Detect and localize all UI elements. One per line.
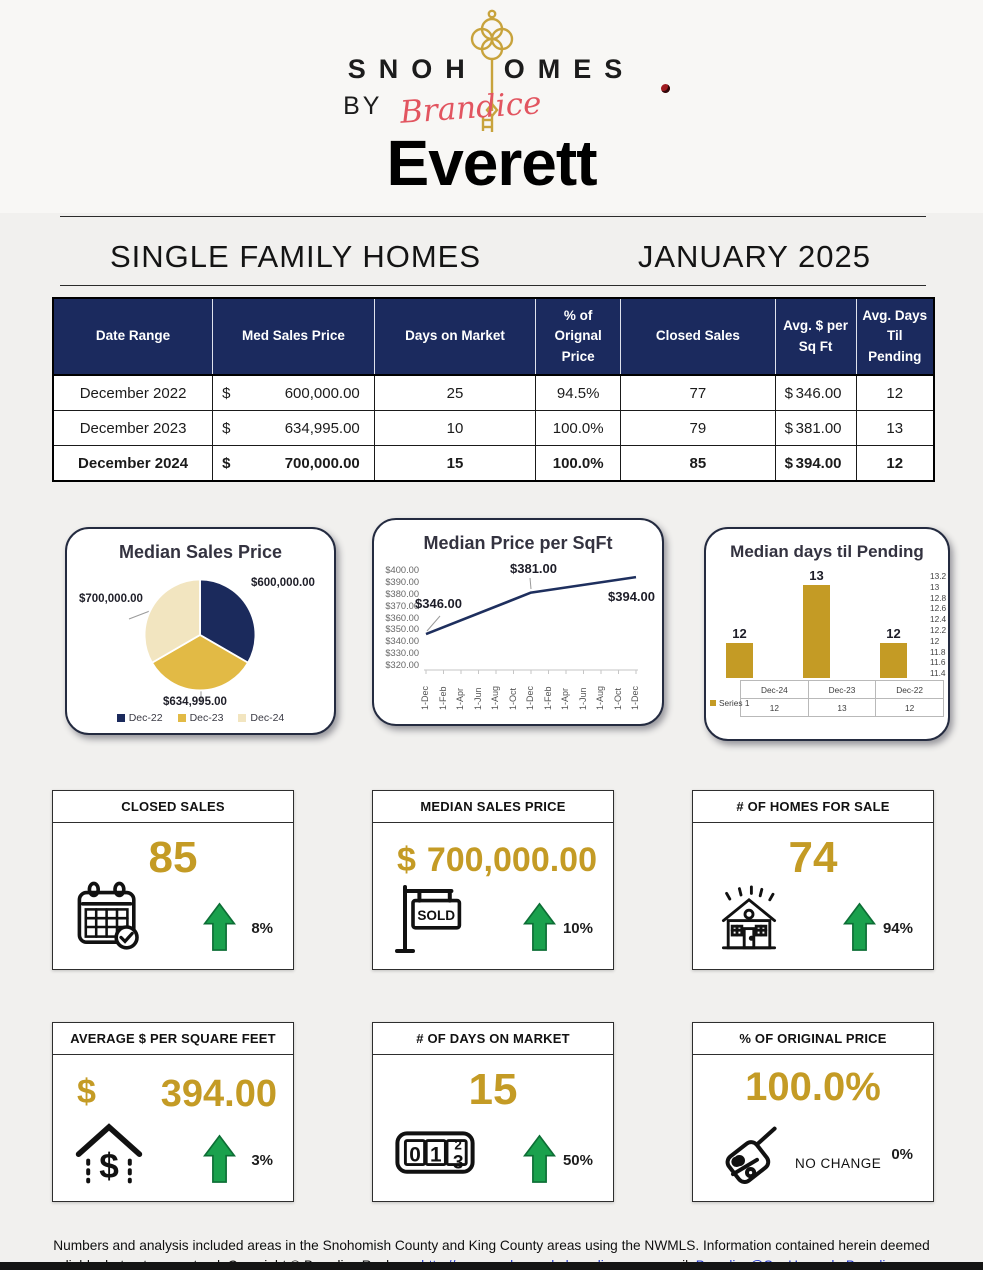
column-header: Closed Sales (621, 298, 776, 375)
counter-digit: 1 (430, 1143, 442, 1167)
y-tick-label: $380.00 (385, 588, 419, 599)
y-tick-label: 12.8 (930, 592, 947, 603)
stat-card-trend-pct: 94% (882, 920, 913, 937)
stat-card-median-sales-price (372, 790, 614, 970)
pie-chart-card (65, 527, 336, 735)
divider-line (60, 285, 926, 286)
bar-column (803, 568, 830, 678)
bar-table-values (741, 699, 944, 717)
table-cell: $ 394.00 (775, 446, 856, 482)
table-cell: December 2023 (53, 411, 213, 446)
y-tick-label: 11.8 (930, 646, 946, 657)
column-header: Days on Market (374, 298, 535, 375)
table-header-row (53, 298, 934, 375)
stat-card-value: 85 (148, 833, 198, 882)
pie-chart-title: Median Sales Price (118, 542, 283, 562)
up-arrow-icon (523, 899, 556, 955)
table-cell: December 2024 (53, 446, 213, 482)
divider-line (60, 216, 926, 217)
bar-value-label: 12 (886, 626, 901, 641)
stat-card-currency: $ (77, 1073, 96, 1111)
sold-text: SOLD (417, 907, 456, 923)
line-point-label: $394.00 (608, 589, 655, 604)
brand-name-left: SNOH (347, 54, 478, 84)
x-tick-label: 1-Apr (560, 687, 570, 710)
x-tick-label: 1-Dec (525, 685, 535, 710)
bottom-bar (0, 1262, 983, 1270)
stat-card-title: % OF ORIGINAL PRICE (693, 1023, 933, 1055)
subtitle-property-type: SINGLE FAMILY HOMES (110, 239, 482, 274)
line-point-label: $381.00 (510, 561, 557, 576)
table-row (53, 411, 934, 446)
stat-card-value: 15 (468, 1065, 518, 1114)
x-tick-label: 1-Jun (577, 687, 588, 710)
table-cell: $ 381.00 (775, 411, 856, 446)
legend-item: Dec-23 (178, 712, 224, 724)
y-tick-label: 12.2 (930, 625, 947, 635)
y-tick-label: $400.00 (385, 565, 419, 575)
stat-card-trend-pct: 3% (251, 1152, 273, 1169)
sold-sign-icon (389, 879, 469, 959)
stat-card-title: MEDIAN SALES PRICE (373, 791, 613, 823)
pie-value-label: $700,000.00 (79, 593, 143, 605)
bar-table-cell: Dec-24 (741, 681, 809, 699)
x-tick-label: 1-Feb (542, 686, 553, 710)
bar (880, 643, 907, 678)
bar-table-cell: 12 (876, 699, 944, 717)
table-cell: 13 (856, 411, 934, 446)
y-tick-label: $340.00 (385, 636, 419, 647)
y-tick-label: $360.00 (385, 612, 419, 623)
brand-script-name: Brandice (399, 85, 544, 131)
table-cell: 100.0% (536, 411, 621, 446)
legend-swatch (238, 714, 246, 722)
bar-column (880, 626, 907, 678)
x-tick-label: 1-Oct (507, 687, 518, 710)
table-cell: 25 (374, 375, 535, 411)
bar-table-cell: 12 (741, 699, 809, 717)
column-header: Avg. $ per Sq Ft (775, 298, 856, 375)
up-arrow-icon (203, 1131, 236, 1187)
brand-logo (0, 6, 983, 136)
stat-card-value: 74 (788, 833, 838, 882)
stat-card-trend-pct: 50% (562, 1152, 593, 1169)
stat-card-title: # OF HOMES FOR SALE (693, 791, 933, 823)
table-row (53, 375, 934, 411)
y-tick-label: $330.00 (385, 648, 419, 659)
footer-line1: Numbers and analysis included areas in the Snohomish County and King County areas using the NWMLS. Information contained herein deemed (53, 1237, 930, 1253)
x-tick-label: 1-Jun (472, 687, 483, 710)
house-icon (709, 879, 789, 959)
stat-card-value: 700,000.00 (426, 841, 597, 879)
bar (726, 643, 753, 678)
x-tick-label: 1-Dec (630, 685, 640, 710)
subtitle-month: JANUARY 2025 (637, 239, 871, 274)
table-cell: 10 (374, 411, 535, 446)
y-tick-label: $370.00 (385, 600, 419, 611)
x-tick-label: 1-Apr (455, 687, 465, 710)
stat-card-homes-for-sale (692, 790, 934, 970)
stat-card-currency: $ (397, 841, 416, 879)
stat-card-title: CLOSED SALES (53, 791, 293, 823)
stat-card-title: # OF DAYS ON MARKET (373, 1023, 613, 1055)
legend-swatch (117, 714, 125, 722)
table-cell: 15 (374, 446, 535, 482)
table-cell: 12 (856, 375, 934, 411)
table-cell: 79 (621, 411, 776, 446)
table-cell: $ 346.00 (775, 375, 856, 411)
bar-chart-title: Median days til Pending (730, 542, 924, 561)
table-cell: 94.5% (536, 375, 621, 411)
series-swatch (710, 700, 716, 706)
stat-card-avg-per-sqft (52, 1022, 294, 1202)
y-tick-label: 12.4 (930, 614, 947, 625)
stat-card-days-on-market (372, 1022, 614, 1202)
dollar-text: $ (99, 1147, 119, 1187)
bar-column (726, 626, 753, 678)
brand-subline (0, 85, 983, 131)
y-tick-label: 13 (930, 581, 940, 592)
house-dollar-icon (69, 1111, 149, 1191)
bar-series-legend (710, 698, 749, 708)
x-tick-label: 1-Dec (420, 685, 430, 710)
calendar-check-icon (69, 879, 149, 959)
y-tick-label: 12 (930, 635, 940, 646)
legend-item: Dec-24 (238, 712, 284, 724)
line-point-label: $346.00 (415, 596, 462, 611)
bar-value-label: 13 (809, 568, 824, 583)
y-tick-label: 11.6 (930, 657, 946, 668)
bar-table-cell: Dec-22 (876, 681, 944, 699)
market-stats-table (52, 297, 935, 482)
up-arrow-icon (523, 1131, 556, 1187)
x-tick-label: 1-Feb (437, 686, 448, 710)
counter-digit-partial: 2 (454, 1137, 462, 1153)
y-tick-label: 13.2 (930, 571, 947, 581)
pie-legend (67, 712, 334, 724)
page-title: Everett (386, 127, 597, 199)
series-name: Series 1 (719, 698, 750, 708)
counter-digit: 3 (452, 1152, 464, 1174)
legend-swatch (178, 714, 186, 722)
x-tick-label: 1-Aug (595, 685, 605, 710)
table-cell: $ 600,000.00 (213, 375, 375, 411)
table-cell: 77 (621, 375, 776, 411)
counter-icon (387, 1111, 483, 1191)
table-cell: $ 634,995.00 (213, 411, 375, 446)
x-tick-label: 1-Aug (490, 685, 500, 710)
x-tick-label: 1-Oct (612, 687, 623, 710)
y-tick-label: 12.6 (930, 603, 947, 614)
table-row (53, 446, 934, 482)
pie-value-label: $600,000.00 (251, 577, 315, 589)
column-header: % of Orignal Price (536, 298, 621, 375)
stat-card-closed-sales (52, 790, 294, 970)
ladybug-icon (661, 84, 670, 93)
brand-name (0, 54, 983, 85)
column-header: Med Sales Price (213, 298, 375, 375)
stat-card-trend-pct: 0% (891, 1146, 913, 1163)
table-cell: 85 (621, 446, 776, 482)
line-chart-card (372, 518, 664, 726)
bar-data-table (740, 680, 944, 717)
counter-digit: 0 (409, 1143, 421, 1167)
bar-table-cell: 13 (808, 699, 876, 717)
table-cell: 12 (856, 446, 934, 482)
stat-card-trend-pct: 8% (251, 920, 273, 937)
stat-card-trend-pct: 10% (562, 920, 593, 937)
up-arrow-icon (843, 899, 876, 955)
y-tick-label: 11.4 (930, 668, 946, 679)
up-arrow-icon (203, 899, 236, 955)
discount-tag-icon (709, 1115, 789, 1195)
stat-card-trend-label: NO CHANGE (795, 1156, 882, 1171)
legend-item: Dec-22 (117, 712, 163, 724)
stat-card-pct-original-price (692, 1022, 934, 1202)
stat-card-value: 100.0% (745, 1065, 881, 1109)
brand-by: BY (343, 92, 383, 120)
table-cell: $ 700,000.00 (213, 446, 375, 482)
bar-plot (716, 568, 931, 678)
table-cell: 100.0% (536, 446, 621, 482)
bar-table-categories (741, 681, 944, 699)
bar-chart-card (704, 527, 950, 741)
market-table-body (53, 375, 934, 481)
bar-value-label: 12 (732, 626, 747, 641)
stat-card-title: AVERAGE $ PER SQUARE FEET (53, 1023, 293, 1055)
line-chart-title: Median Price per SqFt (423, 533, 613, 553)
column-header: Date Range (53, 298, 213, 375)
stat-card-value: 394.00 (160, 1073, 277, 1115)
brand-name-right: OMES (503, 54, 636, 84)
bar-table-cell: Dec-23 (808, 681, 876, 699)
table-cell: December 2022 (53, 375, 213, 411)
y-tick-label: $350.00 (385, 624, 419, 635)
y-tick-label: $390.00 (385, 576, 419, 587)
y-tick-label: $320.00 (385, 660, 419, 670)
bar (803, 585, 830, 678)
pie-value-label: $634,995.00 (163, 696, 227, 708)
column-header: Avg. Days Til Pending (856, 298, 934, 375)
